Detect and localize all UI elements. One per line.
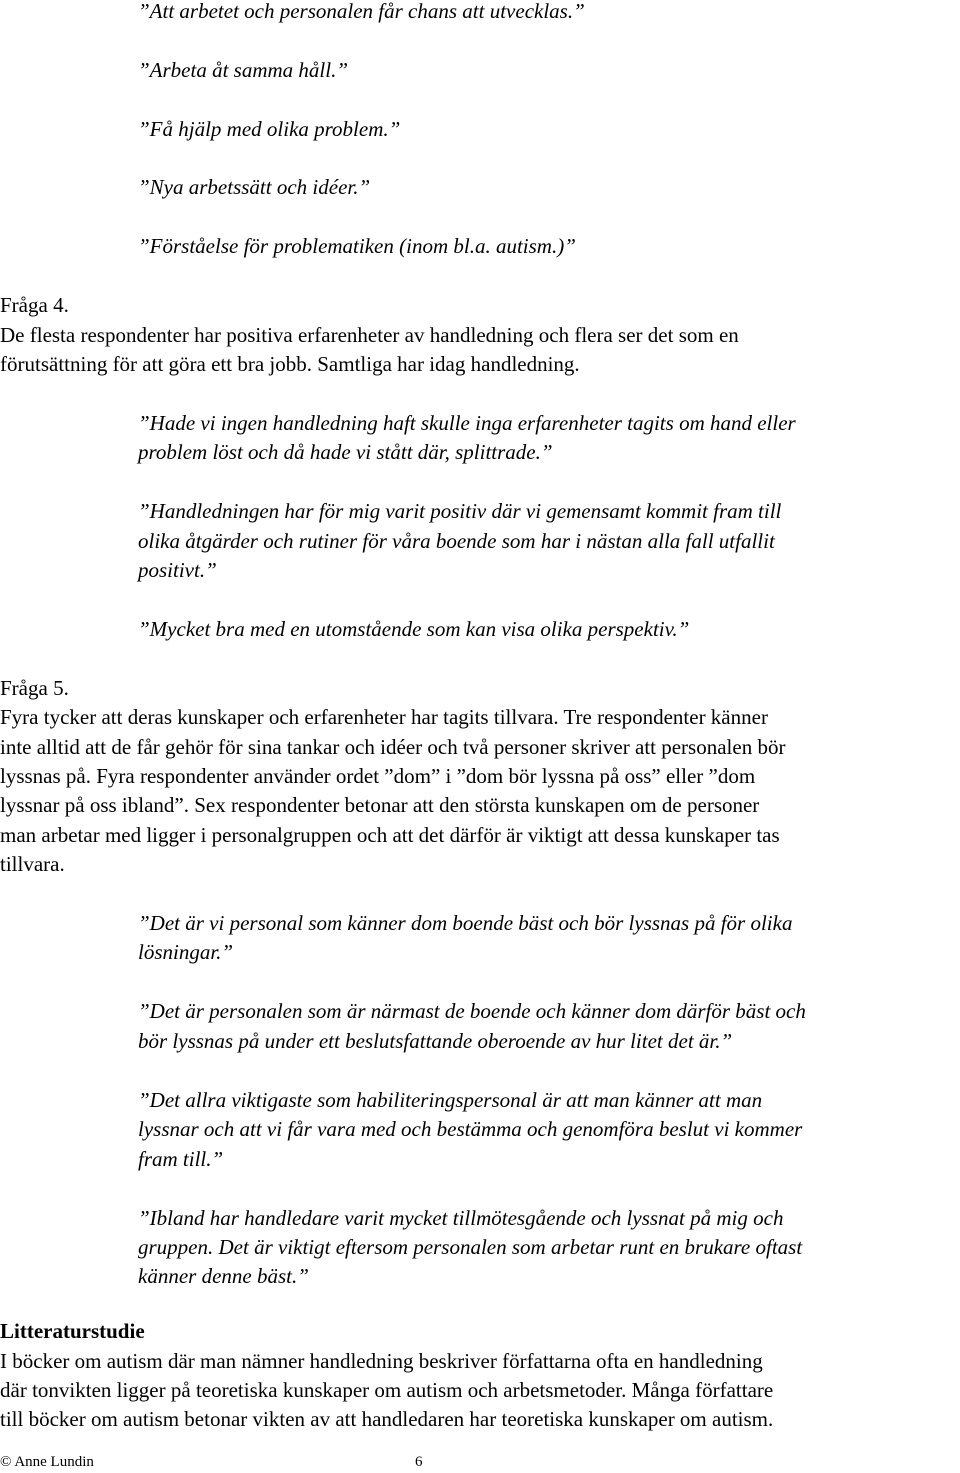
quote-line: känner denne bäst.” [138,1264,309,1288]
quote-line: positivt.” [138,558,217,582]
quote-line: ”Ibland har handledare varit mycket tillmötesgående och lyssnat på mig och [138,1206,784,1230]
quote-line: ”Handledningen har för mig varit positiv där vi gemensamt kommit fram till [138,499,782,523]
quote-line: ”Hade vi ingen handledning haft skulle inga erfarenheter tagits om hand eller [138,411,796,435]
quote-line: ”Att arbetet och personalen får chans att utvecklas.” [138,0,585,23]
footer-author: © Anne Lundin [0,1454,94,1470]
paragraph-line: där tonvikten ligger på teoretiska kunskaper om autism och arbetsmetoder. Många författare [0,1378,774,1402]
quote-line: problem löst och då hade vi stått där, splittrade.” [138,440,553,464]
quote-line: fram till.” [138,1147,224,1171]
quote-line: lösningar.” [138,940,234,964]
footer-page-number: 6 [415,1454,423,1470]
paragraph-line: lyssnar på oss ibland”. Sex respondenter betonar att den största kunskapen om de personer [0,793,760,817]
paragraph-line: man arbetar med ligger i personalgruppen och att det därför är viktigt att dessa kunskaper tas [0,823,780,847]
quote-line: gruppen. Det är viktigt eftersom personalen som arbetar runt en brukare oftast [138,1235,803,1259]
quote-line: ”Det är personalen som är närmast de boende och känner dom därför bäst och [138,999,806,1023]
paragraph-line: Fyra tycker att deras kunskaper och erfarenheter har tagits tillvara. Tre respondenter känner [0,705,768,729]
section-heading-litteraturstudie: Litteraturstudie [0,1319,145,1343]
paragraph-line: förutsättning för att göra ett bra jobb. Samtliga har idag handledning. [0,352,580,376]
quote-line: bör lyssnas på under ett beslutsfattande oberoende av hur litet det är.” [138,1029,733,1053]
section-heading-fraga-5: Fråga 5. [0,676,69,700]
section-heading-fraga-4: Fråga 4. [0,293,69,317]
paragraph-line: De flesta respondenter har positiva erfarenheter av handledning och flera ser det som en [0,323,739,347]
quote-line: ”Det är vi personal som känner dom boende bäst och bör lyssnas på för olika [138,911,793,935]
quote-line: ”Förståelse för problematiken (inom bl.a. autism.)” [138,234,576,258]
paragraph-line: inte alltid att de får gehör för sina tankar och idéer och två personer skriver att personalen bör [0,735,786,759]
quote-line: ”Få hjälp med olika problem.” [138,117,401,141]
quote-line: ”Nya arbetssätt och idéer.” [138,175,371,199]
paragraph-line: till böcker om autism betonar vikten av att handledaren har teoretiska kunskaper om autism. [0,1407,774,1431]
quote-line: olika åtgärder och rutiner för våra boende som har i nästan alla fall utfallit [138,529,775,553]
quote-line: ”Det allra viktigaste som habiliteringspersonal är att man känner att man [138,1088,763,1112]
paragraph-line: lyssnas på. Fyra respondenter använder ordet ”dom” i ”dom bör lyssna på oss” eller ”dom [0,764,756,788]
quote-line: ”Mycket bra med en utomstående som kan visa olika perspektiv.” [138,617,690,641]
paragraph-line: tillvara. [0,852,65,876]
quote-line: ”Arbeta åt samma håll.” [138,58,349,82]
quote-line: lyssnar och att vi får vara med och bestämma och genomföra beslut vi kommer [138,1117,803,1141]
paragraph-line: I böcker om autism där man nämner handledning beskriver författarna ofta en handledning [0,1349,763,1373]
